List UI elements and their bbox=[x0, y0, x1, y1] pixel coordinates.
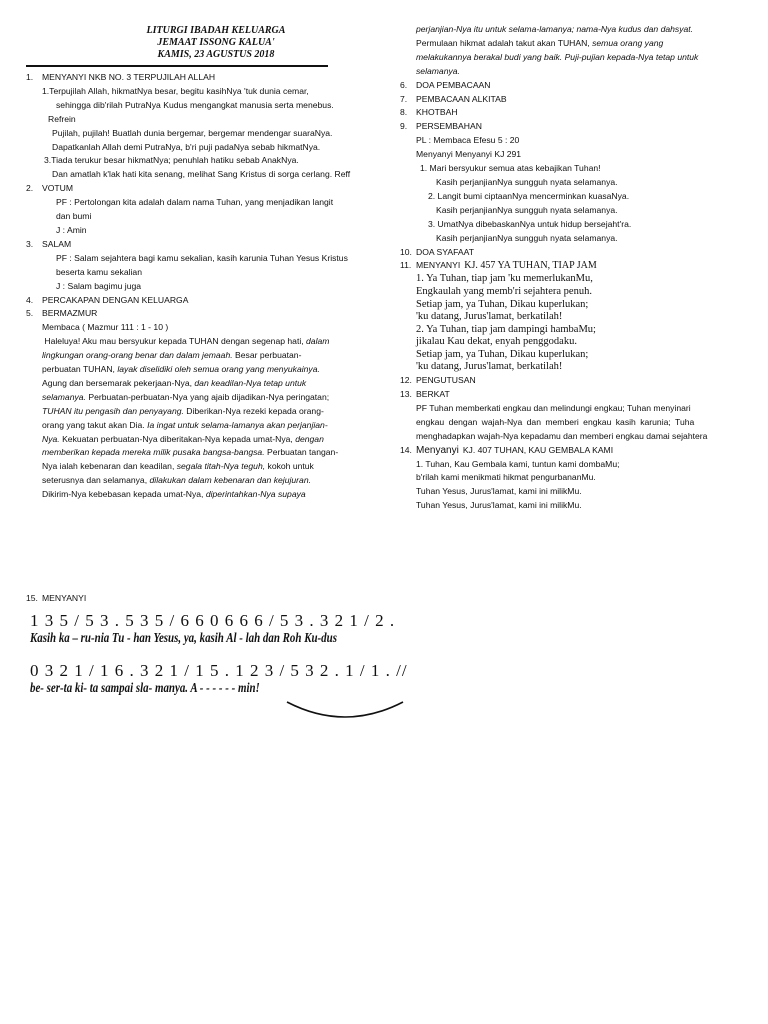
number-notation-score bbox=[30, 611, 410, 734]
psalm-text-italic: perjanjian-Nya itu untuk selama-lamanya; nama-Nya kudus dan dahsyat. bbox=[416, 24, 694, 34]
hymn-line: 3.Tiada terukur besar hikmatNya; penuhlah hatiku sebab AnakNya. bbox=[44, 155, 299, 166]
hymn-line: 2. Ya Tuhan, tiap jam dampingi hambaMu; bbox=[416, 323, 596, 335]
psalm-text-continued bbox=[400, 23, 752, 79]
section-number: 2. bbox=[26, 183, 34, 194]
psalm-text-span: Haleluya! Aku mau bersyukur kepada TUHAN dengan segenap hati, bbox=[44, 336, 304, 347]
section-number: 12. bbox=[400, 375, 412, 386]
hymn-line: Dapatkanlah Allah demi PutraNya, b'ri puji padaNya sebab hikmatNya. bbox=[52, 141, 321, 152]
psalm-text-italic: selamanya. bbox=[42, 391, 86, 402]
hymn-line: Setiap jam, ya Tuhan, Dikau kuperlukan; bbox=[416, 348, 589, 360]
section-number: 9. bbox=[400, 121, 408, 132]
section-15 bbox=[26, 592, 86, 606]
salam-pf-cont: beserta kamu sekalian bbox=[56, 266, 142, 277]
psalm-text-span: Diberikan-Nya rezeki kepada orang- bbox=[186, 405, 324, 416]
votum-pf: PF : Pertolongan kita adalah dalam nama Tuhan, yang menjadikan langit bbox=[56, 197, 334, 208]
section-number: 13. bbox=[400, 388, 412, 399]
psalm-text-italic: lingkungan orang-orang benar dan dalam jemaah. bbox=[42, 350, 233, 361]
psalm-text-span: perbuatan TUHAN, bbox=[42, 364, 115, 375]
section-title: MENYANYI bbox=[416, 260, 461, 271]
offering-reading: PL : Membaca Efesu 5 : 20 bbox=[416, 135, 520, 146]
hymn-line: Tuhan Yesus, Jurus'lamat, kami ini milikMu. bbox=[416, 500, 582, 511]
hymn-line: Dan amatlah k'lak hati kita senang, melihat Sang Kristus di sorga cerlang. Reff bbox=[52, 169, 351, 180]
section-11 bbox=[400, 259, 752, 273]
psalm-text-italic: layak diselidiki oleh semua orang yang menyukainya. bbox=[117, 364, 320, 375]
hymn-line: 1.Terpujilah Allah, hikmatNya besar, begitu kasihNya 'tuk dunia cemar, bbox=[42, 85, 309, 96]
votum-response: J : Amin bbox=[56, 224, 87, 235]
section-5 bbox=[26, 307, 378, 321]
section-number: 3. bbox=[26, 238, 34, 249]
song-reference: KJ. 407 TUHAN, KAU GEMBALA KAMI bbox=[462, 444, 614, 455]
hymn-line: Engkaulah yang memb'ri sejahtera penuh. bbox=[416, 285, 592, 297]
psalm-text-italic: Ia ingat untuk selama-lamanya akan perjanjian- bbox=[147, 419, 328, 430]
score-notes-row: 0 3 2 1 / 1 6 . 3 2 1 / 1 5 . 1 2 3 / 5 3 2 . 1 / 1 . // bbox=[30, 660, 408, 680]
psalm-text-italic: segala titah-Nya teguh, bbox=[176, 461, 266, 472]
psalm-text-italic: dengan bbox=[295, 433, 324, 444]
psalm-text-span: Kekuatan perbuatan-Nya diberitakan-Nya kepada umat-Nya, bbox=[62, 433, 293, 444]
psalm-text-span: orang yang takut akan Dia. bbox=[42, 419, 145, 430]
psalm-text-italic: melakukannya berakal budi yang baik. bbox=[416, 51, 563, 62]
left-column bbox=[26, 0, 378, 502]
section-number: 7. bbox=[400, 93, 408, 104]
hymn-line: 1. Mari bersyukur semua atas kebajikan Tuhan! bbox=[420, 163, 601, 174]
section-number: 6. bbox=[400, 79, 408, 90]
section-title: DOA SYAFAAT bbox=[416, 246, 474, 257]
section-13 bbox=[400, 388, 752, 402]
blessing-text: PF Tuhan memberkati engkau dan melindungi engkau; Tuhan menyinari bbox=[416, 402, 691, 413]
hymn-line: 2. Langit bumi ciptaanNya mencerminkan kuasaNya. bbox=[428, 190, 630, 201]
psalm-text-italic: selamanya. bbox=[416, 65, 460, 76]
section-title: SALAM bbox=[42, 238, 72, 249]
salam-pf: PF : Salam sejahtera bagi kamu sekalian, kasih karunia Tuhan Yesus Kristus bbox=[56, 252, 348, 263]
section-title: DOA PEMBACAAN bbox=[416, 79, 491, 90]
section-9 bbox=[400, 120, 752, 134]
hymn-line: Pujilah, pujilah! Buatlah dunia bergemar, bergemar mendengar suaraNya. bbox=[52, 127, 333, 138]
psalm-text-span: Permulaan hikmat adalah takut akan TUHAN, bbox=[416, 37, 590, 48]
hymn-line: sehingga dib'rilah PutraNya Kudus mengangkat manusia serta menebus. bbox=[56, 99, 334, 110]
header-title: LITURGI IBADAH KELUARGA bbox=[146, 25, 286, 36]
psalm-text-italic: diperintahkan-Nya supaya bbox=[205, 489, 306, 500]
section-number: 15. bbox=[26, 593, 38, 603]
hymn-line: Kasih perjanjianNya sungguh nyata selamanya. bbox=[436, 232, 618, 243]
blessing-text: menghadapkan wajah-Nya kepadamu dan memberi engkau damai sejahtera bbox=[416, 430, 708, 441]
hymn-line: 3. UmatNya dibebaskanNya untuk hidup bersejaht'ra. bbox=[428, 218, 632, 229]
section-7 bbox=[400, 93, 752, 107]
section-title: MENYANYI NKB NO. 3 TERPUJILAH ALLAH bbox=[42, 72, 216, 82]
psalm-text-span: Dikirim-Nya kebebasan kepada umat-Nya, bbox=[42, 489, 204, 500]
section-number: 8. bbox=[400, 107, 408, 118]
psalm-text-italic: Puji-pujian kepada-Nya tetap untuk bbox=[564, 51, 699, 62]
psalm-text-span: Perbuatan tangan- bbox=[267, 447, 339, 458]
section-number: 4. bbox=[26, 294, 34, 305]
section-title: PERCAKAPAN DENGAN KELUARGA bbox=[42, 294, 189, 305]
header-date: KAMIS, 23 AGUSTUS 2018 bbox=[157, 49, 275, 60]
section-title: Menyanyi bbox=[416, 444, 459, 456]
psalm-reading-ref: Membaca ( Mazmur 111 : 1 - 10 ) bbox=[42, 322, 169, 333]
section-title: PENGUTUSAN bbox=[416, 375, 476, 386]
hymn-line: jikalau Kau dekat, enyah penggodaku. bbox=[416, 336, 577, 348]
score-lyrics-row: Kasih ka – ru-nia Tu - han Yesus, ya, kasih Al - lah dan Roh Ku-dus bbox=[30, 630, 337, 646]
hymn-line: 'ku datang, Jurus'lamat, berkatilah! bbox=[416, 361, 563, 373]
section-number: 14. bbox=[400, 444, 412, 455]
hymn-line: 1. Ya Tuhan, tiap jam 'ku memerlukanMu, bbox=[416, 273, 593, 285]
section-title: KHOTBAH bbox=[416, 107, 458, 118]
psalm-text-span: Agung dan bersemarak pekerjaan-Nya, bbox=[42, 377, 193, 388]
hymn-line: b'rilah kami menikmati hikmat pengurbananMu. bbox=[416, 472, 596, 483]
section-6 bbox=[400, 79, 752, 93]
header-rule bbox=[26, 65, 328, 67]
section-4 bbox=[26, 294, 378, 308]
hymn-line: Kasih perjanjianNya sungguh nyata selamanya. bbox=[436, 176, 618, 187]
psalm-text bbox=[26, 335, 378, 502]
hymn-line: Kasih perjanjianNya sungguh nyata selamanya. bbox=[436, 204, 618, 215]
score-notes-row: 1 3 5 / 5 3 . 5 3 5 / 6 6 0 6 6 6 / 5 3 . 3 2 1 / 2 . bbox=[30, 611, 396, 630]
refrein-label: Refrein bbox=[48, 113, 76, 124]
section-8 bbox=[400, 106, 752, 120]
psalm-text-italic: semua orang yang bbox=[592, 37, 664, 48]
section-title: BERKAT bbox=[416, 388, 450, 399]
section-1 bbox=[26, 71, 378, 85]
section-title: BERMAZMUR bbox=[42, 308, 98, 319]
blessing-text: engkau dengan wajah-Nya dan memberi engkau kasih karunia; Tuha bbox=[416, 416, 695, 427]
psalm-text-span: Nya ialah kebenaran dan keadilan, bbox=[42, 461, 175, 472]
section-12 bbox=[400, 374, 752, 388]
section-title: PERSEMBAHAN bbox=[416, 121, 482, 132]
votum-pf-cont: dan bumi bbox=[56, 211, 92, 222]
section-3 bbox=[26, 238, 378, 252]
section-number: 10. bbox=[400, 246, 412, 257]
song-reference: KJ. 457 YA TUHAN, TIAP JAM bbox=[464, 260, 597, 272]
section-title: VOTUM bbox=[42, 183, 74, 194]
liturgy-header bbox=[26, 0, 366, 61]
psalm-text-span: Perbuatan-perbuatan-Nya yang ajaib dijadikan-Nya peringatan; bbox=[88, 391, 330, 402]
section-title: PEMBACAAN ALKITAB bbox=[416, 93, 507, 104]
hymn-line: 1. Tuhan, Kau Gembala kami, tuntun kami dombaMu; bbox=[416, 458, 620, 469]
psalm-text-italic: dilakukan dalam kebenaran dan kejujuran. bbox=[149, 475, 311, 486]
hymn-line: Tuhan Yesus, Jurus'lamat, kami ini milikMu. bbox=[416, 486, 582, 497]
hymn-457-text bbox=[400, 273, 752, 374]
psalm-text-span: seterusnya dan selamanya, bbox=[42, 475, 148, 486]
section-number: 11. bbox=[400, 260, 412, 271]
section-title: MENYANYI bbox=[42, 593, 87, 603]
section-10 bbox=[400, 246, 752, 260]
section-2 bbox=[26, 182, 378, 196]
psalm-text-span: kokoh untuk bbox=[267, 461, 314, 472]
score-lyrics-row: be- ser-ta ki- ta sampai sla- manya. A - - - - - - min! bbox=[30, 680, 260, 696]
right-column bbox=[400, 23, 752, 513]
psalm-text-italic: TUHAN itu pengasih dan penyayang. bbox=[42, 405, 184, 416]
hymn-line: Setiap jam, ya Tuhan, Dikau kuperlukan; bbox=[416, 298, 589, 310]
hymn-line: 'ku datang, Jurus'lamat, berkatilah! bbox=[416, 311, 563, 323]
psalm-text-italic: Nya. bbox=[42, 433, 60, 444]
psalm-text-italic: dalam bbox=[306, 336, 330, 347]
section-number: 1. bbox=[26, 72, 34, 82]
offering-song: Menyanyi Menyanyi KJ 291 bbox=[416, 149, 522, 160]
psalm-text-italic: dan keadilan-Nya tetap untuk bbox=[194, 377, 307, 388]
slur-curve bbox=[285, 698, 405, 728]
header-congregation: JEMAAT ISSONG KALUA' bbox=[157, 37, 275, 48]
section-number: 5. bbox=[26, 308, 34, 319]
psalm-text-span: Besar perbuatan- bbox=[235, 350, 302, 361]
psalm-text-italic: memberikan kepada mereka milik pusaka bangsa-bangsa. bbox=[42, 447, 265, 458]
salam-response: J : Salam bagimu juga bbox=[56, 280, 142, 291]
section-14 bbox=[400, 444, 752, 458]
